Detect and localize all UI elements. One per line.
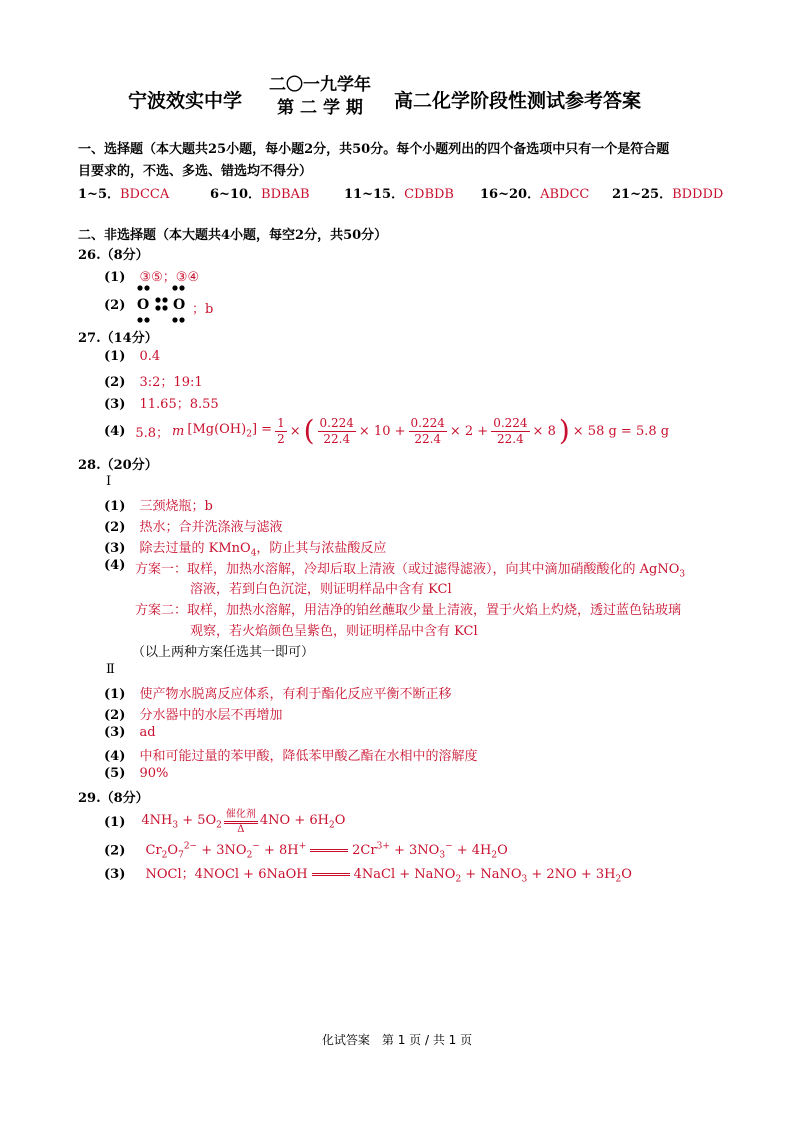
electron-dot-diagram (132, 284, 192, 324)
q28-part1-label: Ⅰ (106, 474, 112, 489)
page-footer: 化试答案 第 1 页 / 共 1 页 (321, 1033, 473, 1047)
q28-j2: (2) 分水器中的水层不再增加 (104, 708, 283, 723)
mc-answer: BDBAB (261, 187, 310, 202)
q28-i2: (2) 热水；合并洗涤液与滤液 (104, 520, 283, 535)
mc-group-3 (344, 183, 454, 202)
q26-a1-answer: ③⑤；③④ (139, 270, 200, 285)
title-year: 二〇一九学年 (269, 75, 371, 95)
title-year-term (252, 74, 388, 120)
q28-i1: (1) 三颈烧瓶；b (104, 499, 213, 514)
fraction-half: $\frac{1}{2}$ (277, 415, 285, 446)
catalyst-condition: 催化剂 Δ (225, 808, 256, 835)
mc-group-1 (78, 183, 169, 202)
q29-a2: (2) $Cr_2O_7^{2-} + 3NO_2^- + 8H^+$ $2Cr^{3+} + 3NO_3^- + 4H_2O$ (104, 842, 508, 861)
q29-a3: (3) NOCl；4NOCl + 6NaOH 4NaCl + NaNO$_2$ + NaNO$_3$ + $2NO + 3H_2O$ (104, 867, 632, 885)
q28-j5: (5) 90% (104, 766, 169, 781)
mc-group-5 (612, 183, 723, 202)
fraction-1: $\frac{0.224}{22.4}$ (319, 415, 354, 446)
q28-part2-label: Ⅱ (106, 662, 115, 677)
q26-a2-tail: ；b (192, 302, 214, 317)
q28-i4-line2: 溶液，若到白色沉淀，则证明样品中含有 KCl (190, 582, 452, 597)
fraction-2: $\frac{0.224}{22.4}$ (410, 415, 445, 446)
q29-a1-equation: $4NH_3 + 5O_2$ 催化剂 Δ $4NO + 6H_2O$ (141, 808, 346, 835)
part1-heading-line1: 一、选择题（本大题共25小题，每小题2分，共50分。每个小题列出的四个备选项中只有一个是符合题 (78, 142, 670, 157)
q28-i4-line4: 观察，若火焰颜色呈紫色，则证明样品中含有 KCl (190, 624, 478, 639)
mc-answer: BDDDD (672, 187, 724, 202)
q28-i4-note: （以上两种方案任选其一即可） (132, 645, 315, 660)
q27-a3: (3) 11.65；8.55 (104, 397, 219, 412)
atom-o-left: O (137, 297, 150, 313)
equals-sign (310, 849, 348, 852)
title-term: 第 二 学 期 (277, 98, 363, 118)
q26-a2-num: (2) (104, 298, 126, 313)
q28-title: 28.（20分） (78, 458, 158, 473)
q29-a3-equation: NOCl；4NOCl + 6NaOH 4NaCl + NaNO$_2$ + NaNO$_3$ + $2NO + 3H_2O$ (145, 867, 632, 885)
q28-j3: (3) ad (104, 725, 156, 740)
title-school: 宁波效实中学 (128, 90, 243, 112)
mc-answer: ABDCC (540, 187, 590, 202)
title-subject: 高二化学阶段性测试参考答案 (394, 90, 642, 112)
q27-a4-equation: 5.8； m $[Mg(OH)_2]$ = $\frac{1}{2}$ × ( $\frac{0.224}{22.4}$ × 10 + $\frac{0.224}{22.4}$ × 2 + $\frac{0.224}{22.4}$ × 8 ) × 58 g = 5.8 g (135, 414, 670, 447)
q27-a1: (1) 0.4 (104, 349, 161, 364)
equals-sign (312, 873, 350, 876)
q26-title: 26.（8分） (78, 248, 149, 263)
q26-a1: (1) ③⑤；③④ (104, 270, 200, 285)
mc-range: 6~10． (210, 187, 262, 202)
mc-range: 11~15． (344, 187, 405, 202)
mc-group-4 (480, 183, 589, 202)
q27-title: 27.（14分） (78, 331, 158, 346)
q29-a2-equation: $Cr_2O_7^{2-} + 3NO_2^- + 8H^+$ $2Cr^{3+} + 3NO_3^- + 4H_2O$ (145, 842, 508, 861)
q28-j1: (1) 使产物水脱离反应体系，有利于酯化反应平衡不断正移 (104, 687, 452, 702)
mc-answer: BDCCA (119, 187, 170, 202)
q27-a4: (4) 5.8； m $[Mg(OH)_2]$ = $\frac{1}{2}$ × ( $\frac{0.224}{22.4}$ × 10 + $\frac{0.224}{22.4}$ × 2 + $\frac{0.224}{22.4}$ × 8 ) × 58 g = 5.8 g (104, 414, 670, 447)
part1-heading-line2: 目要求的，不选、多选、错选均不得分） (78, 164, 313, 179)
mc-range: 16~20． (480, 187, 541, 202)
q28-i4-num: (4) (104, 558, 126, 573)
q28-i4-line3: 方案二：取样，加热水溶解，用洁净的铂丝蘸取少量上清液，置于火焰上灼烧，透过蓝色钴玻璃 (135, 603, 682, 618)
atom-o-right: O (173, 297, 186, 313)
fraction-3: $\frac{0.224}{22.4}$ (493, 415, 528, 446)
mc-answer: CDBDB (404, 187, 454, 202)
mc-range: 21~25． (612, 187, 673, 202)
q28-j4: (4) 中和可能过量的苯甲酸，降低苯甲酸乙酯在水相中的溶解度 (104, 749, 478, 764)
mc-range: 1~5． (78, 187, 120, 202)
part2-heading: 二、非选择题（本大题共4小题，每空2分，共50分） (78, 228, 388, 243)
mc-group-2 (210, 183, 310, 202)
q27-a2: (2) 3:2；19:1 (104, 375, 203, 390)
q29-a1: (1) $4NH_3 + 5O_2$ 催化剂 Δ $4NO + 6H_2O$ (104, 808, 346, 835)
q28-i3: (3) 除去过量的 KMnO$_4$，防止其与浓盐酸反应 (104, 541, 387, 559)
q29-title: 29.（8分） (78, 791, 149, 806)
q28-i4-line1: 方案一：取样，加热水溶解，冷却后取上清液（或过滤得滤液），向其中滴加硝酸酸化的 AgNO$_3$ (135, 562, 686, 580)
